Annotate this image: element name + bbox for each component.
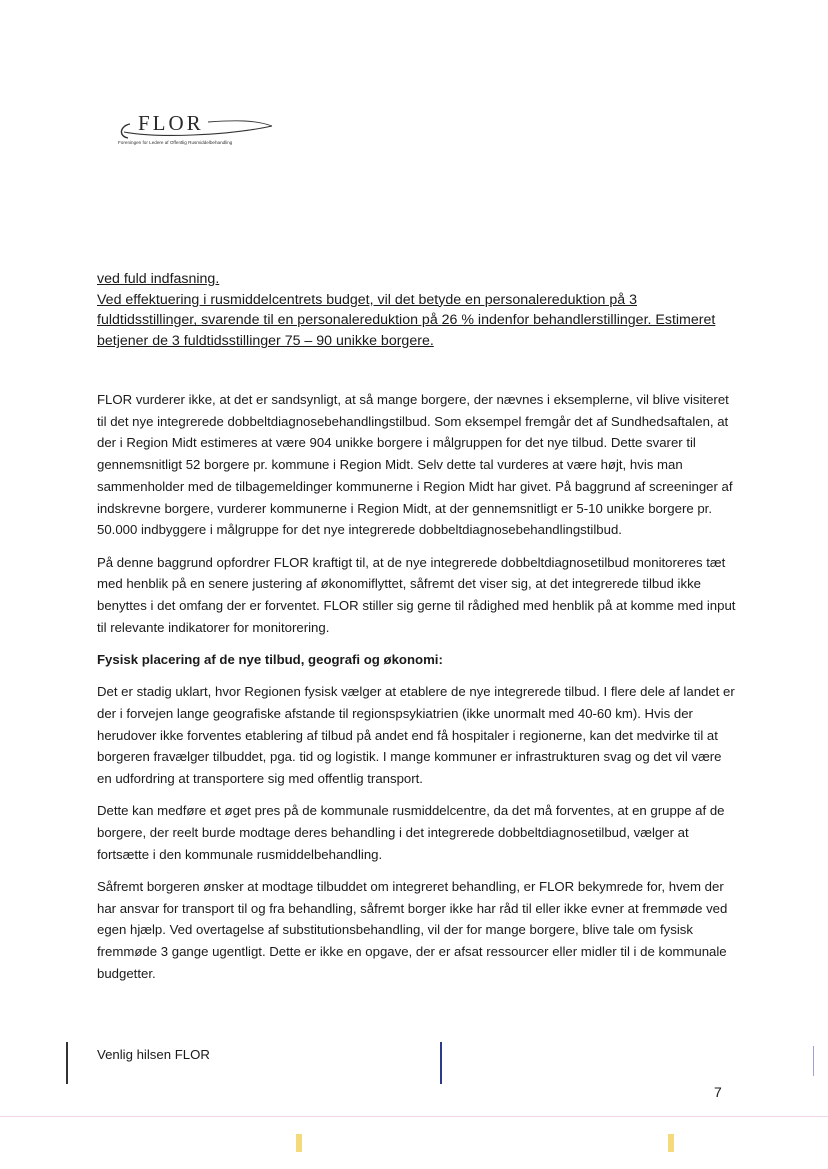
body-text xyxy=(97,389,737,995)
scan-mark xyxy=(668,1134,674,1152)
intro-line: Ved effektuering i rusmiddelcentrets budget, vil det betyde en personalereduktion på 3 xyxy=(97,291,638,308)
scan-line xyxy=(0,1116,828,1117)
section-heading: Fysisk placering af de nye tilbud, geografi og økonomi: xyxy=(97,651,443,667)
intro-line: ved fuld indfasning. xyxy=(97,271,220,287)
page-number: 7 xyxy=(714,1084,722,1100)
logo-tagline: Foreningen for Ledere af Offentlig Rusmiddelbehandling xyxy=(118,140,233,145)
signoff: Venlig hilsen FLOR xyxy=(97,1047,210,1062)
paragraph: På denne baggrund opfordrer FLOR kraftigt til, at de nye integrerede dobbeltdiagnosetilbud monitoreres tæt med henblik på en senere justering af økonomiflyttet, såfremt det viser sig, at det integrerede tilbud ikke benyttes i det omfang der er forventet. FLOR stiller sig gerne til rådighed med henblik på at komme med input til relevante indikatorer for monitorering. xyxy=(97,554,736,635)
scan-mark xyxy=(296,1134,302,1152)
intro-line: fuldtidsstillinger, svarende til en personalereduktion på 26 % indenfor behandlerstillinger. Estimeret xyxy=(97,312,716,329)
intro-line: betjener de 3 fuldtidsstillinger 75 – 90 unikke borgere. xyxy=(97,333,434,350)
paragraph: Det er stadig uklart, hvor Regionen fysisk vælger at etablere de nye integrerede tilbud. I flere dele af landet er der i forvejen lange geografiske afstande til regionspsykiatrien (ikke unormalt med 40-60 km). Hvis der herudover ikke forventes etablering af tilbud på andet end få hospitaler i regionerne, kan det medvirke til at borgeren fravælger tilbuddet, pga. tid og logistik. I mange kommuner er infrastrukturen svag og det vil være en udfordring at transportere sig med offentlig transport. xyxy=(97,684,735,787)
underlined-intro xyxy=(97,269,737,352)
paragraph: Såfremt borgeren ønsker at modtage tilbuddet om integreret behandling, er FLOR bekymrede for, hvem der har ansvar for transport til og fra behandling, såfremt borger ikke har råd til eller ikke evner at fremmøde ved egen hjælp. Ved overtagelse af substitutionsbehandling, vil der for mange borgere, blive tale om fysisk fremmøde 3 gange ugentligt. Dette er ikke en opgave, der er afsat ressourcer eller midler til i de kommunale budgetter. xyxy=(97,879,728,981)
scan-mark xyxy=(66,1042,68,1084)
logo-wordmark: FLOR xyxy=(138,111,204,135)
paragraph: FLOR vurderer ikke, at det er sandsynligt, at så mange borgere, der nævnes i eksemplerne, vil blive visiteret til det nye integrerede dobbeltdiagnosebehandlingstilbud. Som eksempel fremgår det af Sundhedsaftalen, at der i Region Midt estimeres at være 904 unikke borgere i målgruppen for det nye tilbud. Dette svarer til gennemsnitligt 52 borgere pr. kommune i Region Midt. Selv dette tal vurderes at være højt, hvis man sammenholder med de tilbagemeldinger kommunerne i Region Midt har givet. På baggrund af screeninger af indskrevne borgere, vurderer kommunerne i Region Midt, at der gennemsnitligt er 5-10 unikke borgere pr. 50.000 indbyggere i målgruppe for det nye integrerede dobbeltdiagnosebehandlingstilbud. xyxy=(97,392,733,538)
scan-mark xyxy=(440,1042,442,1084)
flor-logo xyxy=(116,108,276,152)
paragraph: Dette kan medføre et øget pres på de kommunale rusmiddelcentre, da det må forventes, at en gruppe af de borgere, der reelt burde modtage deres behandling i det integrerede dobbeltdiagnosetilbud, vælger at fortsætte i den kommunale rusmiddelbehandling. xyxy=(97,803,725,862)
scan-mark xyxy=(813,1046,814,1076)
